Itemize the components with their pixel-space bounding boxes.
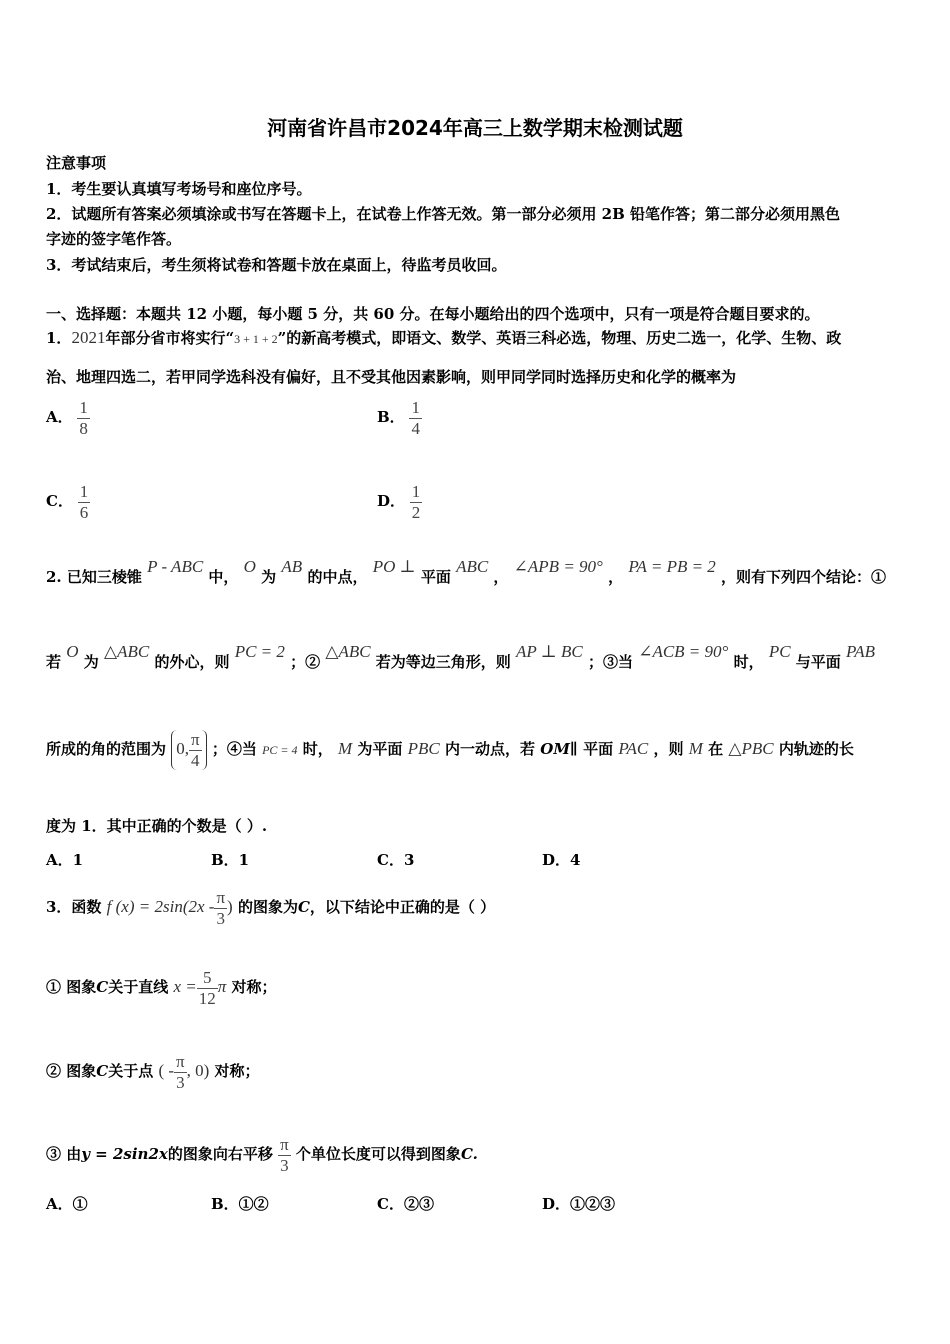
section-heading: 一、选择题：本题共 12 小题，每小题 5 分，共 60 分。在每小题给出的四个选项中，只有一项是符合题目要求的。 <box>46 305 820 323</box>
q2-line-3 <box>46 730 854 770</box>
q2-text: ；③当 <box>587 653 633 671</box>
notice-item-2-cont: 字迹的签字笔作答。 <box>46 230 182 248</box>
q2-text: 若为等边三角形，则 <box>375 653 511 671</box>
fraction: $\frac{1}{4}$ <box>411 398 420 438</box>
q2-text: 内轨迹的长 <box>778 739 854 758</box>
q2-text: 平面 <box>583 739 614 758</box>
q2-text: ， <box>493 568 509 586</box>
q1-mode: 3 + 1 + 2 <box>234 332 278 346</box>
q3-function: ) <box>227 897 233 917</box>
q1-option-d[interactable] <box>377 482 422 522</box>
q2-option-c[interactable]: C．3 <box>377 851 415 869</box>
q2-math: PC <box>768 642 791 661</box>
q2-math: PC = 2 <box>234 642 285 661</box>
q2-line-1 <box>46 557 887 587</box>
q2-text: 与平面 <box>795 653 841 671</box>
q3-statement-1: ① 图象C关于直线 x = $\frac{5}{12}$ π 对称； <box>46 968 277 1008</box>
q2-text: 2. 已知三棱锥 <box>46 568 142 586</box>
option-label: C． <box>46 492 73 511</box>
q2-option-d[interactable]: D．4 <box>542 851 581 869</box>
q3-text: ，以下结论中正确的是（ ） <box>309 898 496 917</box>
q2-math: OM <box>540 739 570 758</box>
q2-text: 时， <box>733 653 764 671</box>
fraction: $\frac{1}{6}$ <box>79 482 89 522</box>
q3-math: C <box>297 898 310 917</box>
q2-text: 若 <box>46 653 62 671</box>
q2-math: PA = PB = 2 <box>628 557 716 576</box>
q2-text: 在 <box>708 739 724 758</box>
notice-heading: 注意事项 <box>46 154 107 172</box>
q2-option-a[interactable]: A．1 <box>46 851 84 869</box>
q3-stem <box>46 888 495 928</box>
q2-text: ，则有下列四个结论：① <box>721 568 887 586</box>
notice-item-2: 2．试题所有答案必须填涂或书写在答题卡上，在试卷上作答无效。第一部分必须用 2B 铅笔作答；第二部分必须用黑色 <box>46 205 841 223</box>
q2-line-4: 度为 1．其中正确的个数是（ ）. <box>46 817 268 835</box>
q3-option-c[interactable]: C．②③ <box>377 1195 434 1213</box>
q2-text: ；② <box>290 653 321 671</box>
q2-text: ， <box>608 568 624 586</box>
fraction: $\frac{1}{8}$ <box>79 398 88 438</box>
q2-text: 的外心，则 <box>154 653 230 671</box>
q3-text: 3．函数 <box>46 898 102 917</box>
q2-math: PAC <box>618 738 649 758</box>
q2-text: ，则 <box>653 739 684 758</box>
q3-statement-3: ③ 由y = 2sin2x的图象向右平移 $\frac{\pi}{3}$ 个单位长度可以得到图象C. <box>46 1135 478 1175</box>
q3-text: 的图象为 <box>237 898 298 917</box>
q2-text: 为 <box>83 653 99 671</box>
q3-statement-2: ② 图象C关于点 ( - $\frac{\pi}{3}$ , 0) 对称； <box>46 1052 260 1092</box>
q2-math: M <box>338 738 353 758</box>
q2-math: AP ⊥ BC <box>516 642 583 661</box>
q2-math: △PBC <box>728 738 774 758</box>
page-title: 河南省许昌市2024年高三上数学期末检测试题 <box>267 116 683 140</box>
q2-math: △ABC <box>104 642 150 661</box>
q2-math: PBC <box>407 738 440 758</box>
q2-math: PO ⊥ <box>372 557 416 576</box>
notice-item-1: 1．考生要认真填写考场号和座位序号。 <box>46 180 312 198</box>
q2-line-2 <box>46 642 875 672</box>
notice-item-3: 3．考试结束后，考生须将试卷和答题卡放在桌面上，待监考员收回。 <box>46 256 507 274</box>
q2-math: ∠APB = 90° <box>513 557 603 576</box>
q2-math: PAB <box>846 642 875 661</box>
q2-text: 中， <box>208 568 239 586</box>
q1-line-2: 治、地理四选二，若甲同学选科没有偏好，且不受其他因素影响，则甲同学同时选择历史和化学的概率为 <box>46 368 737 386</box>
option-label: B． <box>377 408 405 427</box>
q3-function: f (x) = 2sin(2x - <box>106 897 215 917</box>
q2-text: 为 <box>261 568 277 586</box>
q2-option-b[interactable]: B．1 <box>211 851 250 869</box>
q3-option-d[interactable]: D．①②③ <box>542 1195 616 1213</box>
q1-line-1 <box>46 327 841 348</box>
q2-math: O <box>243 557 256 576</box>
q2-math: ABC <box>456 557 489 576</box>
q2-text: 所成的角的范围为 <box>46 739 167 758</box>
q1-number: 1． <box>46 329 72 347</box>
q2-text: 为平面 <box>357 739 403 758</box>
q1-year: 2021 <box>71 328 106 347</box>
q1-option-c[interactable] <box>46 482 90 522</box>
option-label: A． <box>46 408 73 427</box>
q2-math: ∠ACB = 90° <box>638 642 729 661</box>
fraction: $\frac{\pi}{3}$ <box>216 888 226 928</box>
q2-text: 平面 <box>420 568 451 586</box>
q2-math: AB <box>281 557 303 576</box>
q2-text: 内一动点，若 <box>445 739 536 758</box>
q1-option-a[interactable] <box>46 398 90 438</box>
q2-text: ；④当 <box>211 739 257 758</box>
q1-text-b: ”的新高考模式，即语文、数学、英语三科必选，物理、历史二选一，化学、生物、政 <box>277 329 842 347</box>
q2-math: O <box>66 642 79 661</box>
q3-option-a[interactable]: A．① <box>46 1195 88 1213</box>
option-label: D． <box>377 492 406 511</box>
q1-text-a: 年部分省市将实行“ <box>105 329 235 347</box>
q2-math: PC = 4 <box>262 742 298 757</box>
q2-math: M <box>688 738 703 758</box>
q2-text: 的中点， <box>307 568 368 586</box>
q2-math: P - ABC <box>147 557 204 576</box>
q2-math: △ABC <box>325 642 371 661</box>
q2-math: ∥ <box>569 739 578 758</box>
q1-option-b[interactable] <box>377 398 422 438</box>
fraction: $\frac{1}{2}$ <box>411 482 421 522</box>
angle-range: 0, $\frac{\pi}{4}$ <box>171 730 206 770</box>
q3-option-b[interactable]: B．①② <box>211 1195 269 1213</box>
q2-text: 时， <box>302 739 333 758</box>
